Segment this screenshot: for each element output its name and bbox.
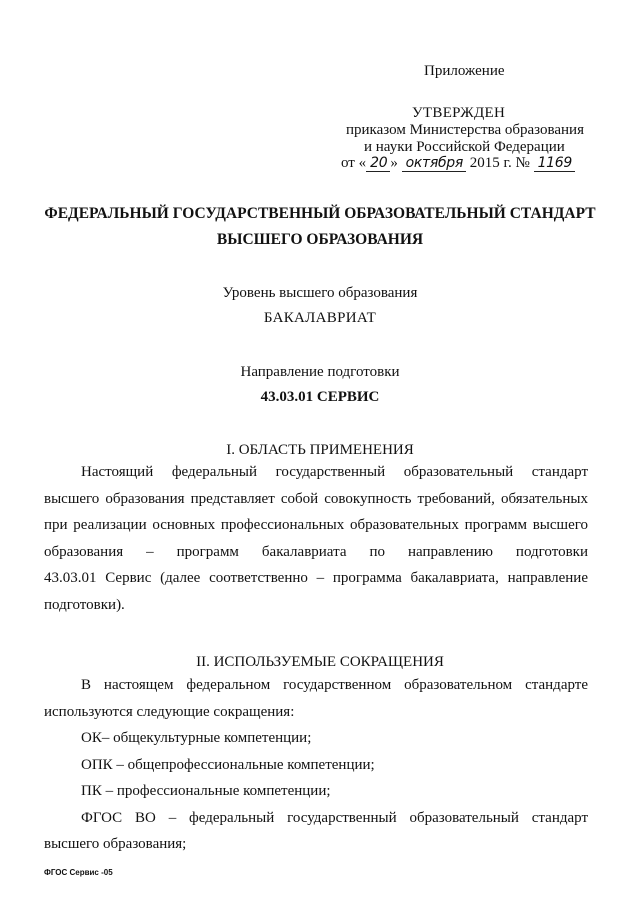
paragraph-line: 43.03.01 Сервис (далее соответственно – программа бакалавриата, направление (44, 570, 588, 586)
date-year: 2015 г. № (469, 155, 530, 171)
appendix-label: Приложение (424, 63, 505, 79)
abbreviation-fgos-line-1: ФГОС ВО – федеральный государственный образовательный стандарт (81, 809, 588, 826)
paragraph-line: подготовки). (44, 596, 125, 613)
education-level-label: Уровень высшего образования (222, 285, 418, 301)
handwritten-day: 20 (366, 155, 390, 172)
direction-value: 43.03.01 СЕРВИС (260, 389, 380, 405)
direction-label: Направление подготовки (240, 364, 400, 380)
abbreviation-ok: ОК– общекультурные компетенции; (81, 730, 312, 746)
order-line-1: приказом Министерства образования (346, 122, 584, 138)
handwritten-order-number: 1169 (534, 155, 575, 172)
section-1-heading: I. ОБЛАСТЬ ПРИМЕНЕНИЯ (226, 442, 414, 458)
paragraph-line: при реализации основных профессиональных образовательных программ высшего (44, 517, 588, 533)
intro-line-1: В настоящем федеральном государственном образовательном стандарте (81, 677, 588, 693)
intro-line-2: используются следующие сокращения: (44, 703, 295, 720)
footer-code: ФГОС Сервис -05 (44, 868, 113, 877)
paragraph-line: Настоящий федеральный государственный образовательный стандарт (81, 464, 588, 480)
abbreviation-fgos-line-2: высшего образования; (44, 836, 187, 852)
order-line-2: и науки Российской Федерации (364, 139, 565, 155)
abbreviation-opk: ОПК – общепрофессиональные компетенции; (81, 756, 375, 773)
abbreviation-pk: ПК – профессиональные компетенции; (81, 783, 331, 799)
order-date-line (341, 154, 575, 172)
handwritten-month: октября (402, 155, 466, 172)
document-title-line-2: ВЫСШЕГО ОБРАЗОВАНИЯ (216, 231, 424, 248)
section-1-paragraph (44, 459, 588, 618)
paragraph-line: образования – программ бакалавриата по направлению подготовки (44, 543, 588, 560)
date-separator: » (390, 155, 398, 171)
paragraph-line: высшего образования представляет собой совокупность требований, обязательных (44, 490, 588, 507)
date-prefix: от « (341, 155, 367, 171)
approved-label: УТВЕРЖДЕН (412, 105, 506, 121)
section-2-body (44, 672, 588, 858)
section-2-heading: II. ИСПОЛЬЗУЕМЫЕ СОКРАЩЕНИЯ (196, 654, 444, 670)
document-title-line-1: ФЕДЕРАЛЬНЫЙ ГОСУДАРСТВЕННЫЙ ОБРАЗОВАТЕЛЬНЫЙ СТАНДАРТ (44, 205, 596, 222)
education-level-value: БАКАЛАВРИАТ (263, 310, 377, 326)
